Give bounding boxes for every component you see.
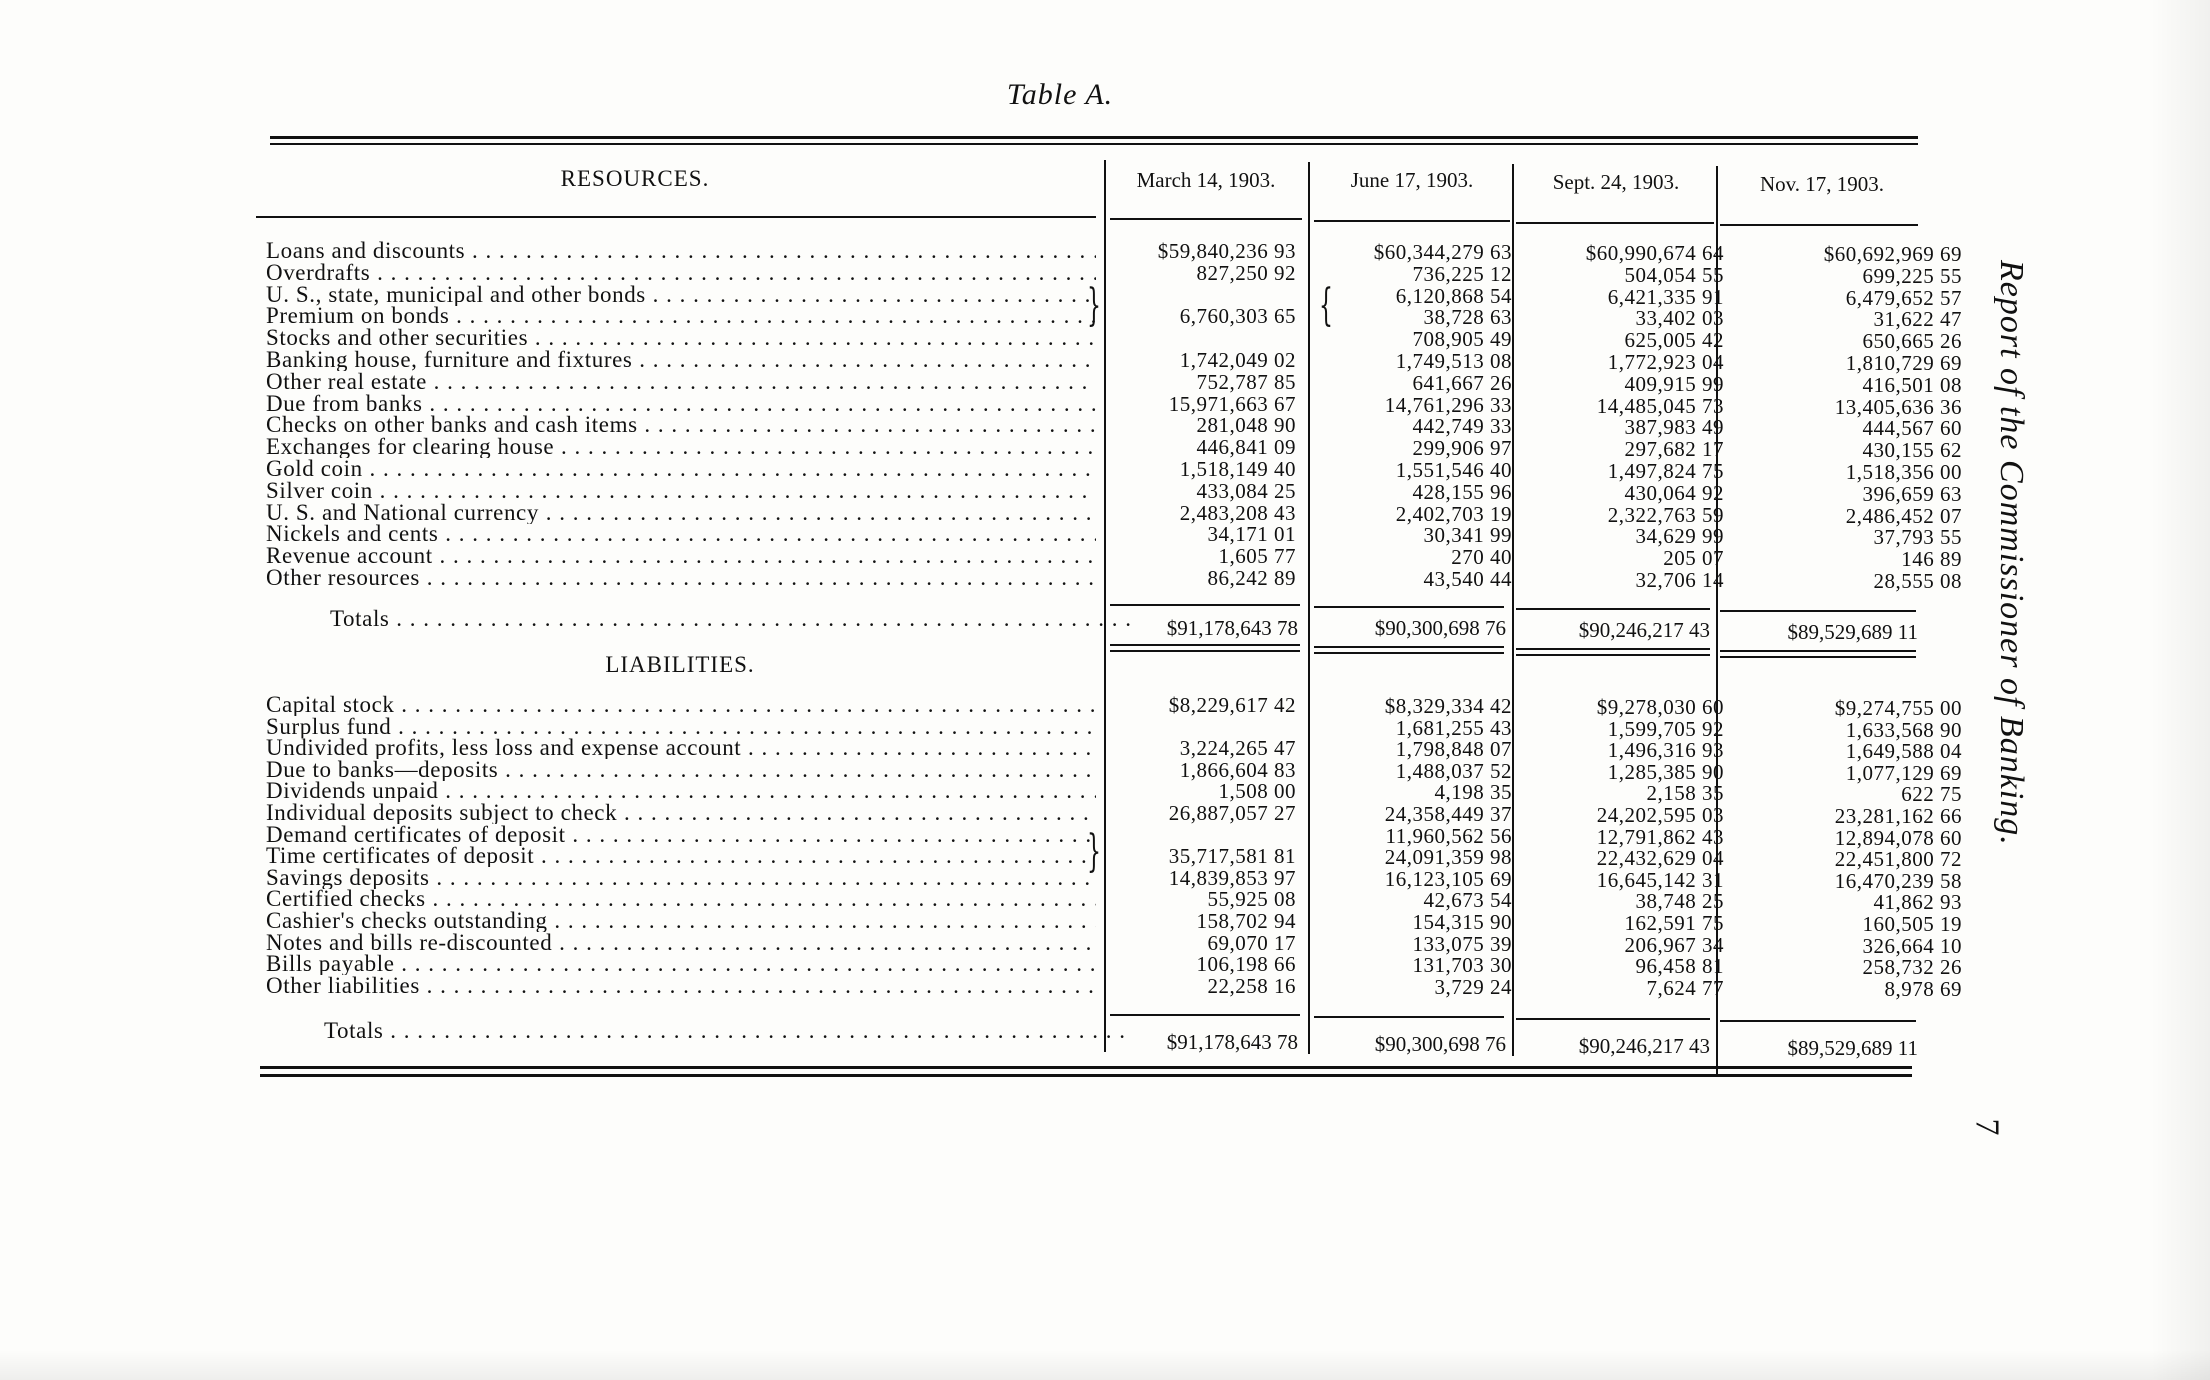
row-value: 13,405,636 36	[1834, 394, 1962, 419]
row-value: $60,344,279 63	[1373, 240, 1512, 264]
row-value: 1,866,604 83	[1179, 757, 1296, 782]
row-value: 24,202,595 03	[1596, 803, 1724, 827]
table-row	[266, 522, 1962, 550]
row-value: 146 89	[1901, 547, 1962, 572]
table-row	[266, 823, 1962, 850]
row-value: 34,171 01	[1207, 522, 1296, 547]
table-row	[266, 391, 1962, 419]
row-value: 160,505 19	[1862, 912, 1962, 936]
row-value: 430,064 92	[1624, 480, 1724, 505]
row-value: 281,048 90	[1196, 413, 1296, 438]
column-header-june: June 17, 1903.	[1350, 168, 1474, 192]
table-row	[266, 693, 1962, 720]
table-row	[266, 844, 1962, 872]
row-label: U. S. and National currency . . .	[266, 502, 1096, 524]
resources-total-nov: $89,529,689 11	[1787, 620, 1918, 644]
row-value: 1,633,568 90	[1845, 717, 1962, 742]
row-value: 2,322,763 59	[1607, 502, 1724, 527]
totals-rule	[1110, 1014, 1300, 1016]
row-value: 1,496,316 93	[1607, 738, 1724, 763]
row-value: 258,732 26	[1862, 955, 1962, 980]
row-value: 396,659 63	[1862, 481, 1962, 506]
side-running-title: Report of the Commissioner of Banking.	[1993, 260, 2030, 846]
row-value: 1,605 77	[1218, 544, 1296, 569]
row-value: 1,497,824 75	[1607, 459, 1724, 483]
row-value: 28,555 08	[1873, 569, 1962, 593]
row-value: 1,772,923 04	[1607, 350, 1724, 374]
table-row	[266, 930, 1962, 958]
row-value: 1,749,513 08	[1395, 349, 1512, 373]
brace: }	[1087, 280, 1101, 331]
row-value: 2,486,452 07	[1845, 503, 1962, 528]
row-value: 11,960,562 56	[1385, 823, 1512, 848]
row-value: 23,281,162 66	[1834, 804, 1962, 828]
row-label: Certified checks . . .	[266, 888, 1096, 910]
row-value: 55,925 08	[1207, 887, 1296, 912]
row-value: 650,665 26	[1862, 329, 1962, 354]
row-value: 206,967 34	[1624, 932, 1724, 957]
row-label: Due from banks . . .	[266, 393, 1096, 415]
row-value: 42,673 54	[1423, 888, 1512, 913]
row-value: 14,761,296 33	[1384, 392, 1512, 417]
table-row	[266, 566, 1962, 593]
row-value: 162,591 75	[1624, 911, 1724, 935]
row-value: 1,488,037 52	[1395, 758, 1512, 783]
row-value: 32,706 14	[1635, 568, 1724, 592]
row-value: 205 07	[1663, 546, 1724, 571]
row-value: 1,798,848 07	[1395, 737, 1512, 762]
row-value: $9,274,755 00	[1834, 696, 1962, 720]
row-label: Nickels and cents . . .	[266, 523, 1096, 545]
row-label: Savings deposits . . .	[266, 867, 1096, 889]
totals-double-rule	[1110, 650, 1300, 652]
header-underline	[1110, 218, 1302, 220]
resources-heading: RESOURCES.	[560, 166, 710, 191]
row-label: Bills payable . . .	[266, 953, 1096, 975]
column-header-nov: Nov. 17, 1903.	[1759, 172, 1885, 196]
row-value: 1,551,546 40	[1395, 458, 1512, 482]
row-label: Overdrafts . . .	[266, 262, 1096, 284]
row-value: 6,479,652 57	[1845, 285, 1962, 310]
row-label: Cashier's checks outstanding . . .	[266, 910, 1096, 932]
row-value: 446,841 09	[1196, 435, 1296, 460]
header-underline	[1314, 220, 1510, 222]
row-value: 22,258 16	[1207, 973, 1296, 998]
row-value: 69,070 17	[1207, 930, 1296, 955]
row-value: 12,894,078 60	[1834, 825, 1962, 850]
row-value: 827,250 92	[1196, 260, 1296, 285]
row-value: 154,315 90	[1412, 910, 1512, 934]
row-value: 428,155 96	[1412, 479, 1512, 504]
row-value: 6,760,303 65	[1179, 304, 1296, 329]
row-value: 1,518,149 40	[1179, 457, 1296, 481]
liabilities-total-nov: $89,529,689 11	[1787, 1036, 1918, 1060]
row-value: 16,123,105 69	[1384, 866, 1512, 891]
table-row	[266, 757, 1962, 785]
liabilities-totals-label: Totals . . .	[324, 1018, 1124, 1044]
row-value: 736,225 12	[1412, 261, 1512, 286]
row-value: 14,485,045 73	[1596, 393, 1724, 418]
row-label: Silver coin . . .	[266, 480, 1096, 502]
row-value: 625,005 42	[1624, 328, 1724, 353]
row-value: 326,664 10	[1862, 933, 1962, 958]
row-value: 442,749 33	[1412, 414, 1512, 439]
row-value: 387,983 49	[1624, 415, 1724, 440]
row-label: Capital stock . . .	[266, 694, 1096, 716]
row-value: 433,084 25	[1196, 478, 1296, 503]
row-label: Demand certificates of deposit . . .	[266, 824, 1096, 846]
row-value: 22,451,800 72	[1834, 847, 1962, 872]
header-underline	[1516, 222, 1714, 224]
brace: {	[1319, 280, 1333, 331]
row-value: 26,887,057 27	[1168, 801, 1296, 825]
row-value: 158,702 94	[1196, 909, 1296, 933]
row-value: 1,518,356 00	[1845, 460, 1962, 484]
row-value: 16,645,142 31	[1596, 867, 1724, 892]
row-value: 3,729 24	[1434, 974, 1512, 999]
table-row	[266, 736, 1962, 764]
row-value: 641,667 26	[1412, 370, 1512, 395]
liabilities-total-sept: $90,246,217 43	[1578, 1034, 1710, 1058]
row-label: Premium on bonds . . .	[266, 305, 1096, 327]
row-value: 270 40	[1451, 545, 1512, 570]
row-value: 4,198 35	[1434, 780, 1512, 805]
row-value: $8,329,334 42	[1384, 694, 1512, 718]
totals-double-rule	[1720, 656, 1916, 658]
row-label: Checks on other banks and cash items . . .	[266, 414, 1096, 436]
page-edge-shadow	[2150, 0, 2210, 1380]
row-value: 37,793 55	[1873, 525, 1962, 550]
row-value: 6,120,868 54	[1395, 283, 1512, 308]
page-bottom-shadow	[0, 1350, 2210, 1380]
row-value: 7,624 77	[1646, 975, 1724, 1000]
row-value: $59,840,236 93	[1157, 239, 1296, 263]
row-label: Other real estate . . .	[266, 371, 1096, 393]
row-value: $60,692,969 69	[1823, 242, 1962, 266]
row-value: 24,091,359 98	[1384, 845, 1512, 870]
table-title: Table A.	[1006, 78, 1114, 111]
row-value: $60,990,674 64	[1585, 241, 1724, 265]
table-row	[266, 478, 1962, 506]
row-value: 31,622 47	[1873, 307, 1962, 332]
row-value: $9,278,030 60	[1596, 695, 1724, 719]
table-row	[266, 435, 1962, 463]
totals-rule	[1314, 1016, 1504, 1018]
row-value: 2,402,703 19	[1395, 501, 1512, 526]
row-label: Due to banks—deposits . . .	[266, 759, 1096, 781]
row-value: 2,158 35	[1646, 781, 1724, 806]
row-value: 35,717,581 81	[1168, 844, 1296, 869]
page-number: 7	[1968, 1118, 2006, 1136]
row-value: 30,341 99	[1423, 523, 1512, 548]
row-value: 96,458 81	[1635, 954, 1724, 979]
row-label: Banking house, furniture and fixtures . . .	[266, 349, 1096, 371]
column-header-sept: Sept. 24, 1903.	[1552, 170, 1680, 194]
totals-rule	[1516, 608, 1710, 610]
row-value: $8,229,617 42	[1168, 693, 1296, 717]
table-row	[266, 887, 1962, 915]
totals-double-rule	[1516, 654, 1710, 656]
resources-total-june: $90,300,698 76	[1374, 616, 1506, 640]
row-value: 504,054 55	[1624, 262, 1724, 287]
table-row	[266, 973, 1962, 1001]
row-value: 1,285,385 90	[1607, 759, 1724, 784]
row-value: 41,862 93	[1873, 890, 1962, 915]
totals-double-rule	[1314, 652, 1504, 654]
resources-totals-label: Totals . . .	[330, 606, 1130, 632]
liabilities-heading: LIABILITIES.	[605, 652, 755, 677]
top-rule-thin	[270, 143, 1918, 145]
row-value: 752,787 85	[1196, 369, 1296, 394]
row-value: 38,748 25	[1635, 889, 1724, 914]
row-value: 43,540 44	[1423, 567, 1512, 591]
bottom-rule	[260, 1066, 1912, 1069]
table-row	[266, 413, 1962, 441]
row-value: 15,971,663 67	[1168, 391, 1296, 416]
table-row	[266, 715, 1962, 742]
totals-double-rule	[1110, 644, 1300, 646]
row-value: 22,432,629 04	[1596, 846, 1724, 871]
row-label: Notes and bills re-discounted . . .	[266, 932, 1096, 954]
table-row	[266, 369, 1962, 397]
row-value: 444,567 60	[1862, 416, 1962, 441]
table-row	[266, 801, 1962, 828]
row-value: 3,224,265 47	[1179, 736, 1296, 761]
row-value: 133,075 39	[1412, 931, 1512, 956]
row-label: Surplus fund . . .	[266, 716, 1096, 738]
row-label: Exchanges for clearing house . . .	[266, 436, 1096, 458]
table-row	[266, 239, 1962, 266]
row-value: 299,906 97	[1412, 436, 1512, 461]
totals-double-rule	[1314, 646, 1504, 648]
liabilities-total-march: $91,178,643 78	[1166, 1030, 1298, 1054]
top-rule	[270, 136, 1918, 139]
row-value: 12,791,862 43	[1596, 824, 1724, 849]
row-value: 38,728 63	[1423, 305, 1512, 330]
row-label: U. S., state, municipal and other bonds . . .	[266, 284, 1096, 306]
row-label: Loans and discounts . . .	[266, 240, 1096, 262]
row-value: 131,703 30	[1412, 953, 1512, 978]
liabilities-total-june: $90,300,698 76	[1374, 1032, 1506, 1056]
totals-rule	[1720, 610, 1916, 612]
row-value: 24,358,449 37	[1384, 802, 1512, 826]
brace: }	[1087, 826, 1101, 877]
row-value: 86,242 89	[1207, 566, 1296, 590]
row-value: 409,915 99	[1624, 371, 1724, 396]
row-value: 6,421,335 91	[1607, 284, 1724, 309]
row-label: Gold coin . . .	[266, 458, 1096, 480]
totals-rule	[1720, 1020, 1916, 1022]
row-value: 14,839,853 97	[1168, 865, 1296, 890]
totals-double-rule	[1720, 650, 1916, 652]
table-row	[266, 457, 1962, 484]
row-label: Revenue account . . .	[266, 545, 1096, 567]
totals-rule	[1314, 606, 1504, 608]
header-underline	[1720, 224, 1918, 226]
table-row	[266, 348, 1962, 375]
row-label: Other liabilities . . .	[266, 975, 1096, 997]
row-value: 416,501 08	[1862, 372, 1962, 397]
row-value: 106,198 66	[1196, 952, 1296, 977]
row-value: 297,682 17	[1624, 437, 1724, 462]
row-value: 1,681,255 43	[1395, 715, 1512, 740]
row-label: Time certificates of deposit . . .	[266, 845, 1096, 867]
table-row	[266, 865, 1962, 893]
totals-rule	[1110, 604, 1300, 606]
row-value: 1,742,049 02	[1179, 348, 1296, 372]
row-value: 1,649,588 04	[1845, 739, 1962, 764]
row-label: Dividends unpaid . . .	[266, 780, 1096, 802]
row-value: 1,508 00	[1218, 779, 1296, 804]
row-value: 699,225 55	[1862, 263, 1962, 288]
row-value: 2,483,208 43	[1179, 500, 1296, 525]
header-underline	[256, 216, 1096, 218]
table-row	[266, 500, 1962, 528]
row-value: 1,077,129 69	[1845, 760, 1962, 785]
table-row	[266, 544, 1962, 572]
resources-total-march: $91,178,643 78	[1166, 616, 1298, 640]
totals-rule	[1516, 1018, 1710, 1020]
row-label: Undivided profits, less loss and expense account . . .	[266, 737, 1096, 759]
table-row	[266, 779, 1962, 807]
row-value: 708,905 49	[1412, 327, 1512, 352]
row-value: 16,470,239 58	[1834, 868, 1962, 893]
table-row	[266, 909, 1962, 936]
row-value: 33,402 03	[1635, 306, 1724, 331]
row-value: 1,810,729 69	[1845, 351, 1962, 375]
row-label: Stocks and other securities . . .	[266, 327, 1096, 349]
resources-total-sept: $90,246,217 43	[1578, 618, 1710, 642]
row-value: 1,599,705 92	[1607, 716, 1724, 741]
row-value: 8,978 69	[1884, 976, 1962, 1001]
bottom-rule-thin	[260, 1074, 1912, 1077]
totals-double-rule	[1516, 648, 1710, 650]
row-value: 622 75	[1901, 782, 1962, 807]
row-label: Individual deposits subject to check . . .	[266, 802, 1096, 824]
row-value: 430,155 62	[1862, 438, 1962, 463]
row-label: Other resources . . .	[266, 567, 1096, 589]
column-header-march: March 14, 1903.	[1136, 168, 1276, 192]
table-row	[266, 952, 1962, 980]
row-value: 34,629 99	[1635, 524, 1724, 549]
